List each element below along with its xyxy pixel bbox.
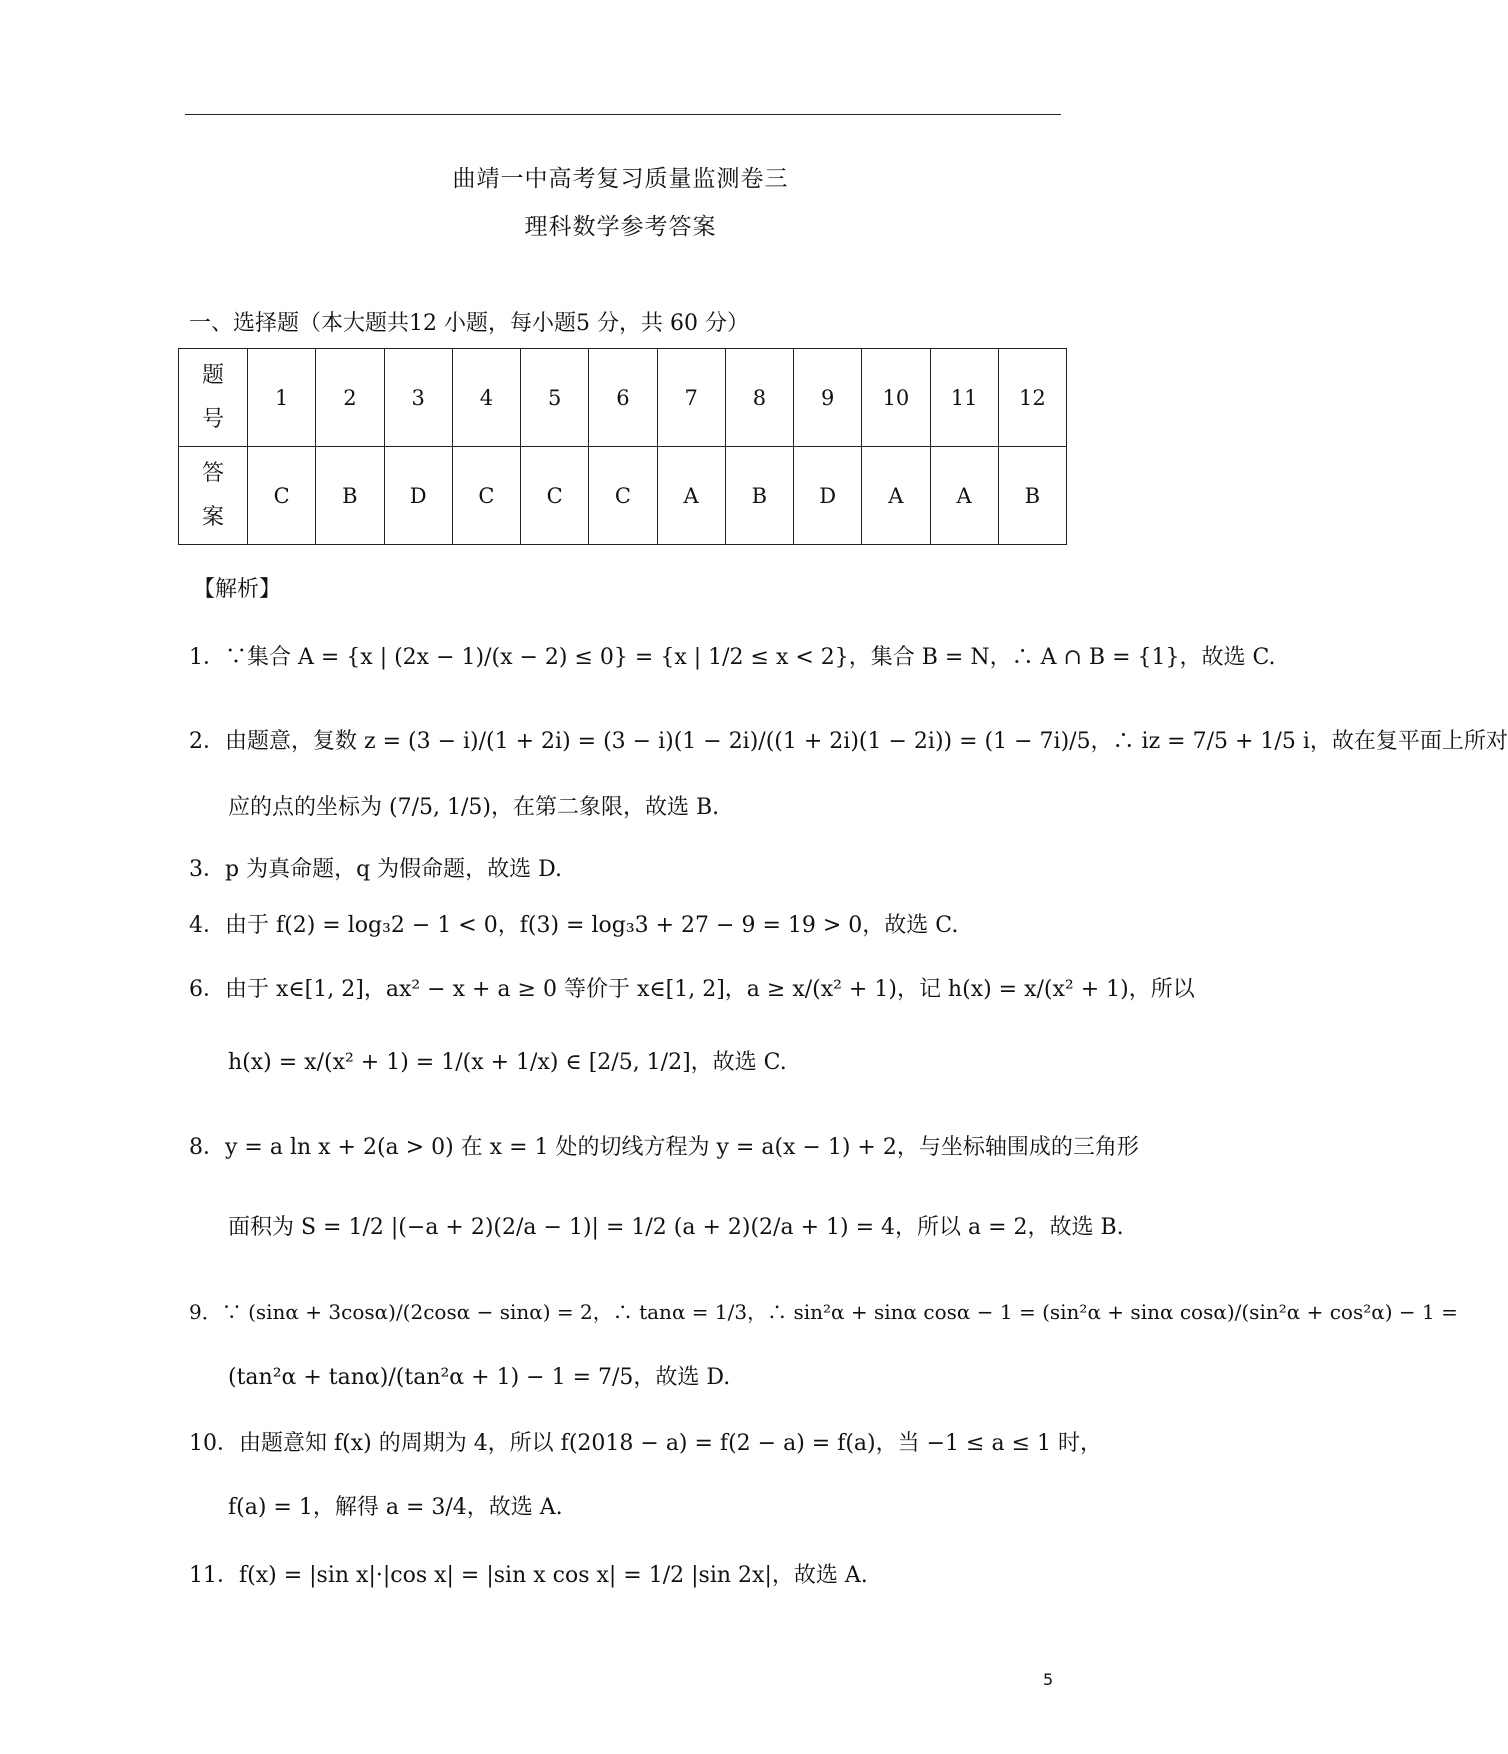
answer-cell: D: [794, 447, 862, 545]
analysis-line-8a: 8．y = a ln x + 2(a > 0) 在 x = 1 处的切线方程为 y = a(x − 1) + 2，与坐标轴围成的三角形: [189, 1135, 1139, 1160]
answer-cell: A: [862, 447, 930, 545]
question-number: 5: [521, 349, 589, 447]
page-title: 曲靖一中高考复习质量监测卷三: [452, 166, 789, 192]
question-number: 11: [930, 349, 998, 447]
answer-cell: D: [384, 447, 452, 545]
question-number: 12: [998, 349, 1066, 447]
answer-cell: C: [521, 447, 589, 545]
answer-cell: B: [316, 447, 384, 545]
analysis-line-9a: 9．∵ (sinα + 3cosα)/(2cosα − sinα) = 2，∴ tanα = 1/3，∴ sin²α + sinα cosα − 1 = (sin²α + sinα cosα)/(sin²α + cos²α) − 1 =: [189, 1300, 1458, 1324]
question-number: 7: [657, 349, 725, 447]
page-subtitle: 理科数学参考答案: [524, 214, 717, 240]
row-header-answer: 答 案: [179, 447, 248, 545]
analysis-line-1: 1．∵集合 A = {x | (2x − 1)/(x − 2) ≤ 0} = {x | 1/2 ≤ x < 2}，集合 B = N，∴ A ∩ B = {1}，故选 C.: [189, 645, 1276, 670]
header-rule: [185, 114, 1061, 115]
answer-cell: A: [930, 447, 998, 545]
analysis-line-3: 3．p 为真命题，q 为假命题，故选 D.: [189, 857, 562, 882]
analysis-line-6b: h(x) = x/(x² + 1) = 1/(x + 1/x) ∈ [2/5, 1/2]，故选 C.: [228, 1050, 787, 1075]
analysis-line-10b: f(a) = 1，解得 a = 3/4，故选 A.: [228, 1495, 563, 1520]
answer-cell: C: [452, 447, 520, 545]
question-row: [179, 349, 1067, 447]
answer-table: [178, 348, 1067, 545]
analysis-line-10a: 10．由题意知 f(x) 的周期为 4，所以 f(2018 − a) = f(2 − a) = f(a)，当 −1 ≤ a ≤ 1 时，: [189, 1431, 1102, 1456]
analysis-line-8b: 面积为 S = 1/2 |(−a + 2)(2/a − 1)| = 1/2 (a + 2)(2/a + 1) = 4，所以 a = 2，故选 B.: [228, 1215, 1124, 1240]
answer-cell: C: [248, 447, 316, 545]
analysis-line-9b: (tan²α + tanα)/(tan²α + 1) − 1 = 7/5，故选 D.: [228, 1365, 731, 1390]
analysis-line-2a: 2．由题意，复数 z = (3 − i)/(1 + 2i) = (3 − i)(1 − 2i)/((1 + 2i)(1 − 2i)) = (1 − 7i)/5，∴ iz = 7/5 + 1/5 i，故在复平面上所对: [189, 729, 1508, 754]
question-number: 1: [248, 349, 316, 447]
analysis-line-2b: 应的点的坐标为 (7/5, 1/5)，在第二象限，故选 B.: [228, 795, 720, 820]
analysis-line-11: 11．f(x) = |sin x|·|cos x| = |sin x cos x| = 1/2 |sin 2x|，故选 A.: [189, 1563, 868, 1588]
answer-cell: A: [657, 447, 725, 545]
page-number: 5: [1043, 1670, 1054, 1689]
question-number: 10: [862, 349, 930, 447]
answer-row: [179, 447, 1067, 545]
answer-cell: C: [589, 447, 657, 545]
answer-cell: B: [998, 447, 1066, 545]
row-header-question: 题 号: [179, 349, 248, 447]
question-number: 8: [725, 349, 793, 447]
section-heading: 一、选择题（本大题共12 小题，每小题5 分，共 60 分）: [189, 311, 749, 336]
question-number: 9: [794, 349, 862, 447]
question-number: 4: [452, 349, 520, 447]
question-number: 2: [316, 349, 384, 447]
question-number: 3: [384, 349, 452, 447]
question-number: 6: [589, 349, 657, 447]
answer-cell: B: [725, 447, 793, 545]
analysis-heading: 【解析】: [193, 577, 282, 602]
analysis-line-6a: 6．由于 x∈[1, 2]，ax² − x + a ≥ 0 等价于 x∈[1, 2]，a ≥ x/(x² + 1)，记 h(x) = x/(x² + 1)，所以: [189, 977, 1195, 1002]
analysis-line-4: 4．由于 f(2) = log₃2 − 1 < 0，f(3) = log₃3 + 27 − 9 = 19 > 0，故选 C.: [189, 913, 959, 938]
